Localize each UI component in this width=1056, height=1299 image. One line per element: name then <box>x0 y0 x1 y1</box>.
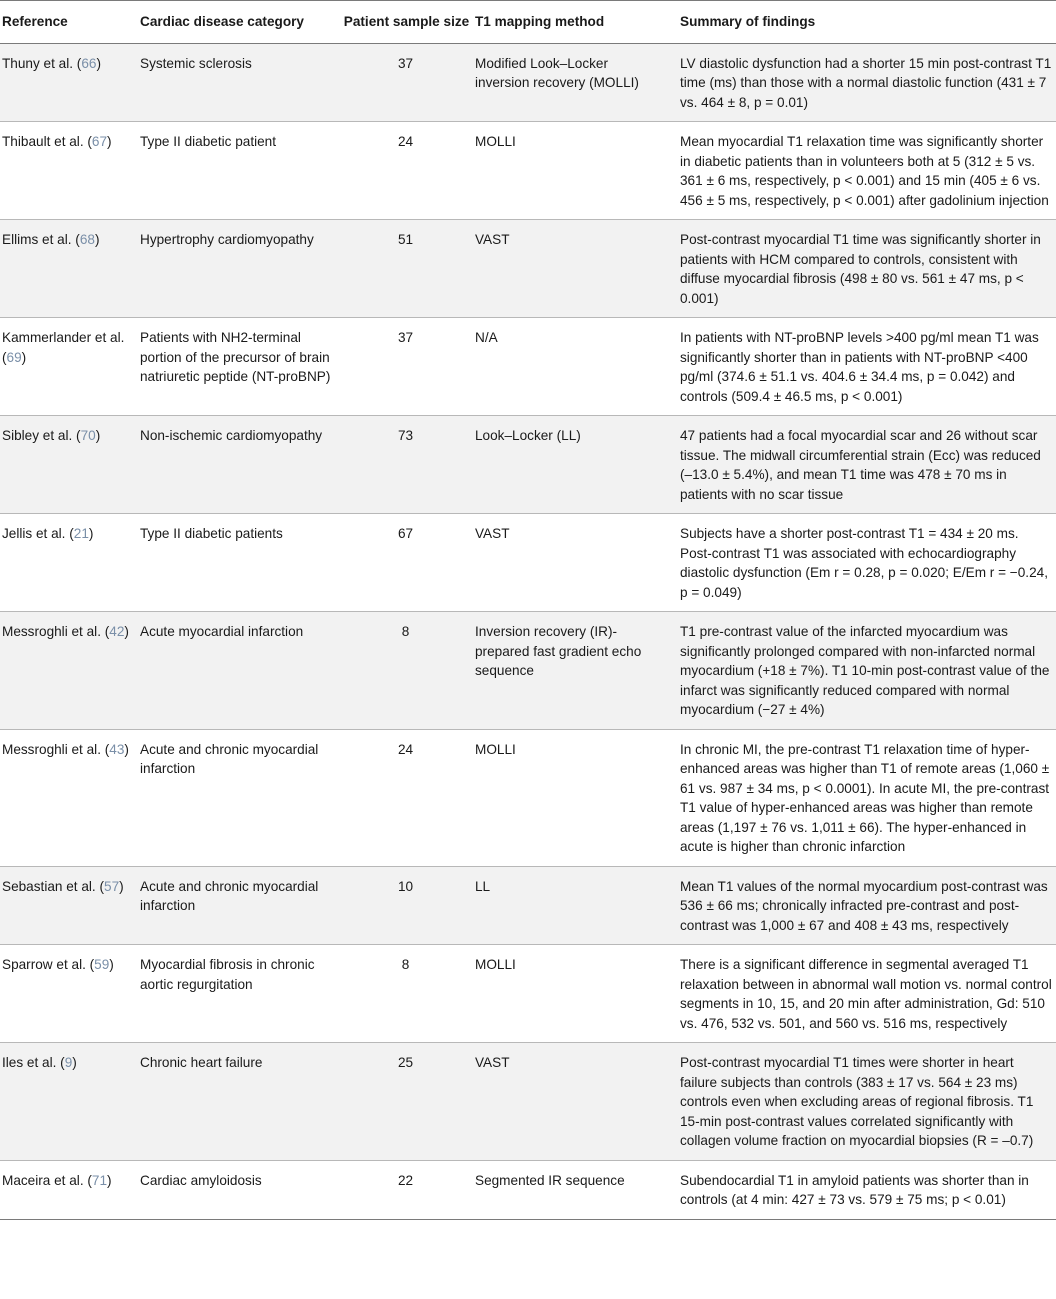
method-cell: Modified Look–Locker inversion recovery (MOLLI) <box>475 43 665 122</box>
header-reference: Reference <box>0 1 140 44</box>
reference-close: ) <box>119 878 124 894</box>
reference-cell <box>0 729 140 866</box>
sample-size-cell: 25 <box>340 1043 475 1161</box>
table-row <box>0 945 1056 1043</box>
table-row <box>0 43 1056 122</box>
category-cell: Acute and chronic myocardial infarction <box>140 866 340 945</box>
reference-close: ) <box>95 428 101 443</box>
category-cell: Hypertrophy cardiomyopathy <box>140 220 340 318</box>
reference-citation-link[interactable]: 57 <box>104 878 120 894</box>
table-body <box>0 43 1056 1219</box>
summary-cell: LV diastolic dysfunction had a shorter 15 min post-contrast T1 time (ms) than those with a normal diastolic function (431 ± 7 vs. 464 ± 8, p = 0.01) <box>665 43 1056 122</box>
table-row <box>0 318 1056 416</box>
table-row <box>0 866 1056 945</box>
summary-cell: Subendocardial T1 in amyloid patients was shorter than in controls (at 4 min: 427 ± 73 vs. 579 ± 75 ms; p < 0.01) <box>665 1160 1056 1219</box>
sample-size-cell: 67 <box>340 514 475 612</box>
reference-citation-link[interactable]: 69 <box>6 349 22 365</box>
method-cell: Look–Locker (LL) <box>475 416 665 514</box>
table-row <box>0 122 1056 220</box>
method-cell: Inversion recovery (IR)-prepared fast gradient echo sequence <box>475 612 665 730</box>
reference-author: Messroghli et al. ( <box>2 741 110 757</box>
reference-close: ) <box>109 957 114 972</box>
reference-cell <box>0 318 140 416</box>
reference-citation-link[interactable]: 59 <box>94 957 110 972</box>
header-sample-size: Patient sample size <box>340 1 475 44</box>
reference-cell <box>0 612 140 730</box>
table-row <box>0 514 1056 612</box>
reference-citation-link[interactable]: 42 <box>109 624 125 639</box>
reference-author: Maceira et al. ( <box>2 1172 92 1188</box>
category-cell: Acute myocardial infarction <box>140 612 340 730</box>
sample-size-cell: 8 <box>340 612 475 730</box>
sample-size-cell: 73 <box>340 416 475 514</box>
sample-size-cell: 8 <box>340 945 475 1043</box>
reference-close: ) <box>107 134 112 149</box>
sample-size-cell: 22 <box>340 1160 475 1219</box>
reference-author: Kammerlander et al. ( <box>2 330 125 365</box>
table-row <box>0 729 1056 866</box>
summary-cell: T1 pre-contrast value of the infarcted myocardium was significantly prolonged compared with non-infarcted normal myocardium (+18 ± 7%). T1 10-min post-contrast value of the infarct was significantly reduced compared with normal myocardium (−27 ± 4%) <box>665 612 1056 730</box>
table-row <box>0 1160 1056 1219</box>
reference-citation-link[interactable]: 66 <box>81 55 97 71</box>
method-cell: MOLLI <box>475 122 665 220</box>
reference-close: ) <box>96 55 101 71</box>
reference-cell <box>0 866 140 945</box>
summary-cell: There is a significant difference in segmental averaged T1 relaxation between in abnormal wall motion vs. normal control segments in 10, 15, and 20 min after administration, Gd: 510 vs. 476, 532 vs. 501, and 560 vs. 516 ms, respectively <box>665 945 1056 1043</box>
method-cell: N/A <box>475 318 665 416</box>
method-cell: Segmented IR sequence <box>475 1160 665 1219</box>
reference-author: Sebastian et al. ( <box>2 878 105 894</box>
summary-cell: Mean myocardial T1 relaxation time was significantly shorter in diabetic patients than in volunteers both at 5 (312 ± 5 vs. 361 ± 6 ms, respectively, p < 0.001) and 15 min (405 ± 6 vs. 456 ± 5 ms, respectively, p < 0.001) after gadolinium injection <box>665 122 1056 220</box>
reference-citation-link[interactable]: 67 <box>91 134 108 149</box>
reference-cell <box>0 416 140 514</box>
sample-size-cell: 24 <box>340 729 475 866</box>
category-cell: Acute and chronic myocardial infarction <box>140 729 340 866</box>
reference-author: Sparrow et al. ( <box>2 957 95 972</box>
reference-close: ) <box>72 1055 77 1070</box>
header-summary: Summary of findings <box>665 1 1056 44</box>
reference-author: Iles et al. ( <box>2 1055 65 1070</box>
category-cell: Cardiac amyloidosis <box>140 1160 340 1219</box>
method-cell: VAST <box>475 220 665 318</box>
reference-cell <box>0 43 140 122</box>
reference-author: Thuny et al. ( <box>2 55 82 71</box>
category-cell: Chronic heart failure <box>140 1043 340 1161</box>
reference-close: ) <box>124 741 129 757</box>
reference-citation-link[interactable]: 70 <box>80 428 96 443</box>
reference-author: Thibault et al. ( <box>2 134 92 149</box>
reference-citation-link[interactable]: 43 <box>109 741 125 757</box>
summary-cell: Mean T1 values of the normal myocardium post-contrast was 536 ± 66 ms; chronically infracted pre-contrast and post-contrast was 1,000 ± 67 and 408 ± 43 ms, respectively <box>665 866 1056 945</box>
reference-cell <box>0 1043 140 1161</box>
sample-size-cell: 51 <box>340 220 475 318</box>
table-row <box>0 612 1056 730</box>
sample-size-cell: 24 <box>340 122 475 220</box>
method-cell: MOLLI <box>475 729 665 866</box>
method-cell: MOLLI <box>475 945 665 1043</box>
reference-citation-link[interactable]: 21 <box>73 526 89 541</box>
table-row <box>0 220 1056 318</box>
method-cell: VAST <box>475 1043 665 1161</box>
reference-cell <box>0 122 140 220</box>
summary-cell: Post-contrast myocardial T1 times were shorter in heart failure subjects than controls (383 ± 17 vs. 564 ± 23 ms) controls even when excluding areas of regional fibrosis. T1 15-min post-contrast values correlated significantly with collagen volume fraction on myocardial biopsies (R = –0.7) <box>665 1043 1056 1161</box>
category-cell: Patients with NH2-terminal portion of the precursor of brain natriuretic peptide (NT-proBNP) <box>140 318 340 416</box>
summary-cell: 47 patients had a focal myocardial scar and 26 without scar tissue. The midwall circumferential strain (Ecc) was reduced (–13.0 ± 5.4%), and mean T1 time was 478 ± 70 ms in patients with no scar tissue <box>665 416 1056 514</box>
summary-cell: In chronic MI, the pre-contrast T1 relaxation time of hyper-enhanced areas was higher than T1 of remote areas (1,060 ± 61 vs. 987 ± 34 ms, p < 0.0001). In acute MI, the pre-contrast T1 value of hyper-enhanced areas was higher than remote areas (1,197 ± 76 vs. 1,011 ± 66). The hyper-enhanced in acute is higher than chronic infarction <box>665 729 1056 866</box>
reference-cell <box>0 945 140 1043</box>
reference-author: Messroghli et al. ( <box>2 624 110 639</box>
reference-cell <box>0 514 140 612</box>
header-method: T1 mapping method <box>475 1 665 44</box>
header-row <box>0 1 1056 44</box>
category-cell: Type II diabetic patients <box>140 514 340 612</box>
category-cell: Systemic sclerosis <box>140 43 340 122</box>
category-cell: Non-ischemic cardiomyopathy <box>140 416 340 514</box>
reference-author: Jellis et al. ( <box>2 526 74 541</box>
category-cell: Type II diabetic patient <box>140 122 340 220</box>
summary-cell: Subjects have a shorter post-contrast T1 = 434 ± 20 ms. Post-contrast T1 was associated with echocardiography diastolic dysfunction (Em r = 0.28, p = 0.020; E/Em r = −0.24, p = 0.049) <box>665 514 1056 612</box>
header-category: Cardiac disease category <box>140 1 340 44</box>
reference-close: ) <box>21 349 27 365</box>
reference-author: Ellims et al. ( <box>2 232 80 247</box>
reference-cell <box>0 220 140 318</box>
summary-cell: Post-contrast myocardial T1 time was significantly shorter in patients with HCM compared to controls, consistent with diffuse myocardial fibrosis (498 ± 80 vs. 561 ± 47 ms, p < 0.001) <box>665 220 1056 318</box>
reference-close: ) <box>88 526 94 541</box>
category-cell: Myocardial fibrosis in chronic aortic regurgitation <box>140 945 340 1043</box>
summary-cell: In patients with NT-proBNP levels >400 pg/ml mean T1 was significantly shorter than in patients with NT-proBNP <400 pg/ml (374.6 ± 51.1 vs. 404.6 ± 34.4 ms, p = 0.042) and controls (509.4 ± 46.5 ms, p < 0.001) <box>665 318 1056 416</box>
method-cell: VAST <box>475 514 665 612</box>
reference-close: ) <box>107 1172 112 1188</box>
reference-close: ) <box>94 232 100 247</box>
reference-cell <box>0 1160 140 1219</box>
table-row <box>0 416 1056 514</box>
method-cell: LL <box>475 866 665 945</box>
reference-citation-link[interactable]: 71 <box>91 1172 108 1188</box>
reference-close: ) <box>124 624 129 639</box>
reference-citation-link[interactable]: 9 <box>64 1055 73 1070</box>
reference-author: Sibley et al. ( <box>2 428 81 443</box>
sample-size-cell: 37 <box>340 318 475 416</box>
table-row <box>0 1043 1056 1161</box>
sample-size-cell: 37 <box>340 43 475 122</box>
sample-size-cell: 10 <box>340 866 475 945</box>
reference-citation-link[interactable]: 68 <box>79 232 95 247</box>
